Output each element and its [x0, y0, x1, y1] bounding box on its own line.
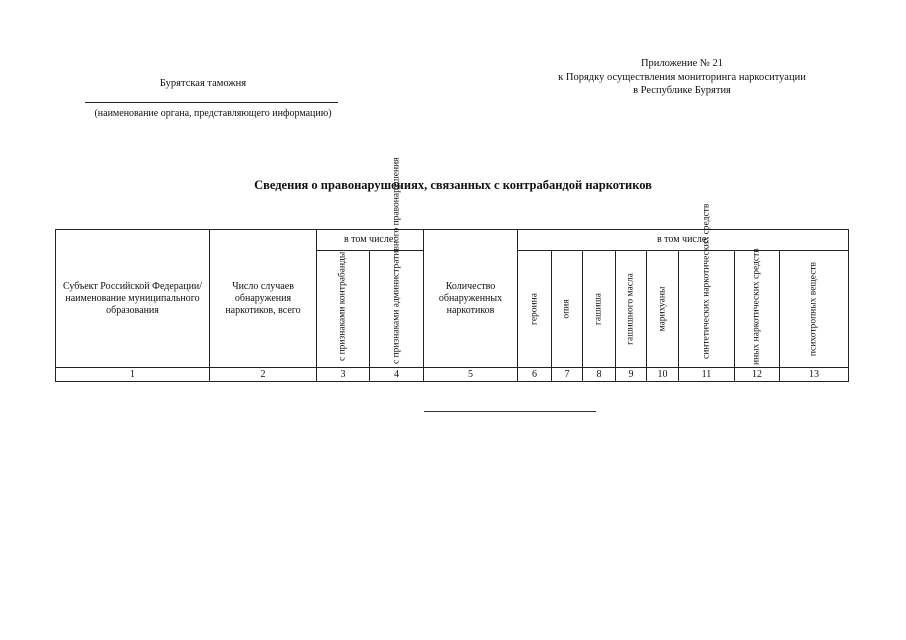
header-contraband: [317, 251, 370, 368]
appendix-line-3: в Республике Бурятия: [633, 85, 731, 96]
header-heroin: [518, 251, 552, 368]
header-psychotropic: [780, 251, 849, 368]
organization-name: Бурятская таможня: [159, 78, 247, 89]
header-subject: Субъект Российской Федерации/ наименование муниципального образования: [56, 230, 210, 368]
column-number: 1: [56, 368, 210, 382]
header-opium: [552, 251, 583, 368]
header-marijuana: [647, 251, 679, 368]
organization-underline: [85, 102, 338, 103]
header-hashish-oil-text: гашишного масла: [625, 273, 636, 345]
header-other-drugs-text: иных наркотических средств: [751, 248, 762, 365]
column-number: 5: [424, 368, 518, 382]
column-number: 8: [583, 368, 616, 382]
header-drug-quantity: Количество обнаруженных наркотиков: [424, 230, 518, 368]
header-group-including-2: в том числе:: [518, 230, 849, 251]
header-opium-text: опия: [561, 299, 572, 319]
signature-line: [424, 411, 596, 412]
header-total-cases: Число случаев обнаружения наркотиков, всего: [210, 230, 317, 368]
column-number: 11: [679, 368, 735, 382]
appendix-note: [510, 57, 854, 98]
column-number: 13: [780, 368, 849, 382]
appendix-line-2: к Порядку осуществления мониторинга наркоситуации: [558, 71, 806, 83]
header-contraband-text: с признаками контрабанды: [337, 251, 348, 361]
table-header-row-1: [56, 230, 849, 251]
header-hashish-oil: [616, 251, 647, 368]
organization-caption: (наименование органа, представляющего информацию): [94, 108, 332, 119]
column-number: 7: [552, 368, 583, 382]
document-title: Сведения о правонарушениях, связанных с контрабандой наркотиков: [254, 178, 652, 192]
header-synthetic-text: синтетических наркотических средств: [701, 203, 711, 359]
header-marijuana-text: марихуаны: [657, 286, 667, 332]
header-hashish-text: гашиша: [593, 292, 604, 326]
appendix-line-1: Приложение № 21: [640, 58, 724, 69]
column-number: 9: [616, 368, 647, 382]
header-other-drugs: [735, 248, 780, 368]
column-number: 2: [210, 368, 317, 382]
column-number-row: [56, 368, 849, 382]
column-number: 10: [647, 368, 679, 382]
header-heroin-text: героина: [529, 293, 539, 325]
column-number: 4: [370, 368, 424, 382]
header-psychotropic-text: психотропных веществ: [808, 261, 819, 357]
column-number: 12: [735, 368, 780, 382]
column-number: 3: [317, 368, 370, 382]
header-hashish: [583, 251, 616, 368]
column-number: 6: [518, 368, 552, 382]
header-admin-offense-text: с признаками административного правонарушения: [391, 157, 401, 364]
header-group-including-1: в том числе:: [317, 230, 424, 251]
